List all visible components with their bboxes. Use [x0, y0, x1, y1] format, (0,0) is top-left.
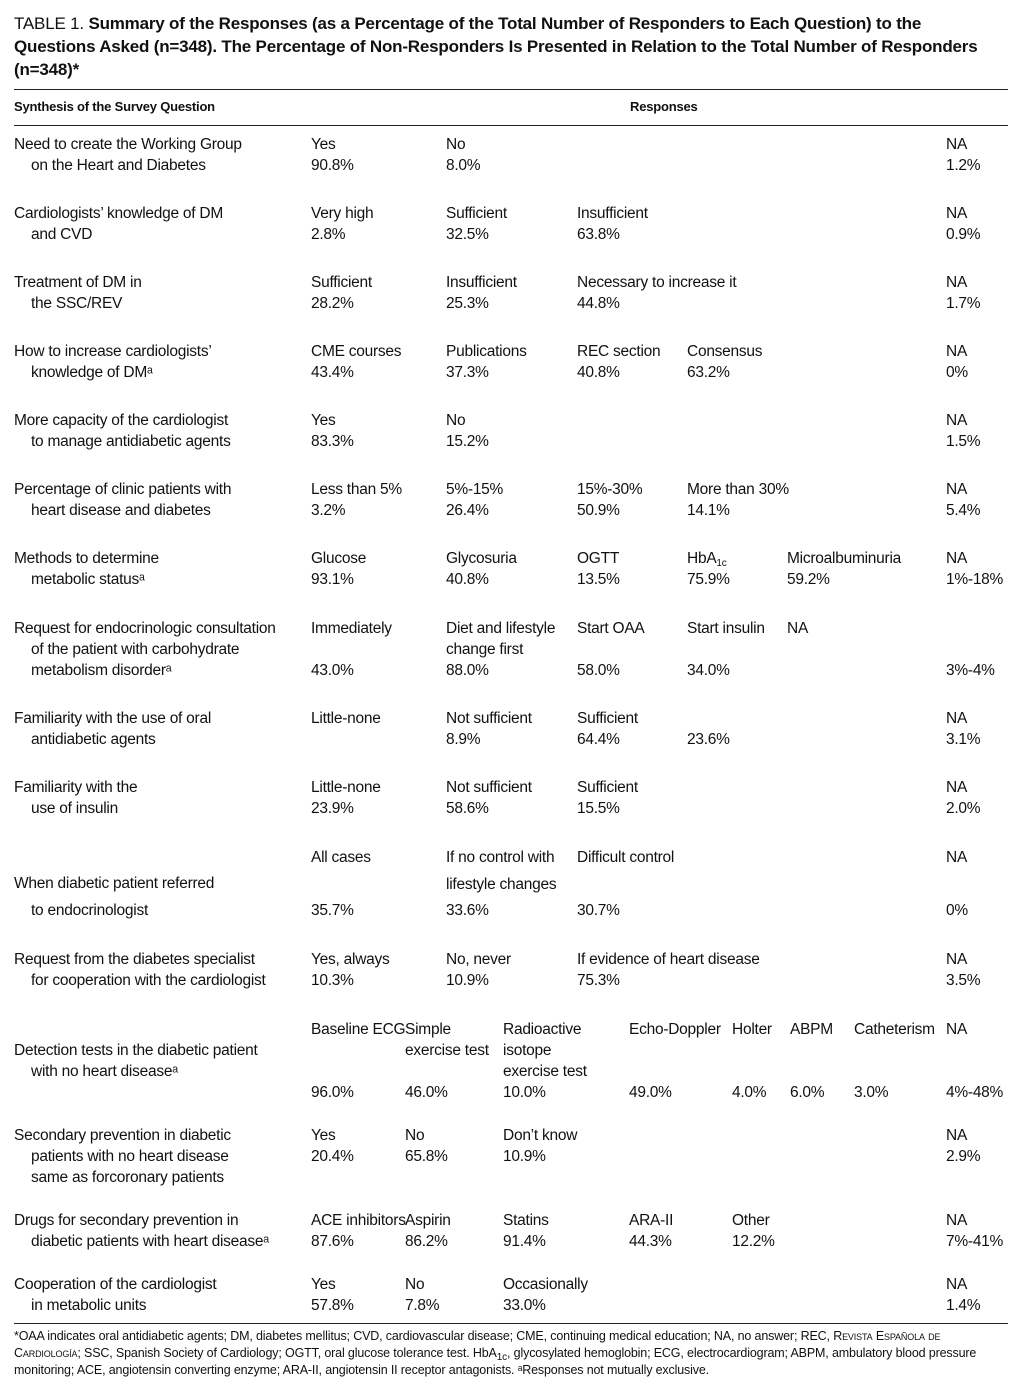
- response-value: 59.2%: [787, 571, 830, 588]
- response-label: exercise test: [503, 1063, 587, 1080]
- response-label: isotope: [503, 1042, 552, 1059]
- na-value: 1.4%: [946, 1297, 981, 1314]
- na-value: 1%-18%: [946, 571, 1004, 588]
- response-label: Yes: [311, 136, 336, 153]
- na-label: NA: [946, 550, 968, 567]
- question-line: Methods to determine: [14, 550, 159, 567]
- response-value: 86.2%: [405, 1233, 448, 1250]
- na-label: NA: [946, 136, 968, 153]
- question-line: metabolism disorderᵃ: [31, 662, 172, 679]
- response-value: 12.2%: [732, 1233, 775, 1250]
- footnote-part3: , glycosylated hemoglobin; ECG, electrocardiogram; ABPM, ambulatory blood pressure monitoring; ACE, angiotensin converting enzyme; ARA-II, angiotensin II receptor antagonists. ᵃResponses not mutually exclusive.: [14, 1346, 977, 1377]
- response-value: 10.3%: [311, 972, 354, 989]
- response-label: CME courses: [311, 343, 402, 360]
- na-value: 2.9%: [946, 1148, 981, 1165]
- na-label: NA: [946, 849, 968, 866]
- response-label: ABPM: [790, 1021, 833, 1038]
- question-6: [14, 479, 231, 521]
- response-value: 49.0%: [629, 1084, 672, 1101]
- response-label: No: [446, 412, 466, 429]
- response-value: 65.8%: [405, 1148, 448, 1165]
- footnote-journal: Revista Española de Cardiología: [14, 1329, 941, 1360]
- response-label: Microalbuminuria: [787, 550, 902, 567]
- response-label: Other: [732, 1212, 770, 1229]
- response-value: 44.3%: [629, 1233, 672, 1250]
- question-line: Secondary prevention in diabetic: [14, 1127, 231, 1144]
- response-label: Necessary to increase it: [577, 274, 737, 291]
- response-value: 58.6%: [446, 800, 489, 817]
- na-value: 1.2%: [946, 157, 981, 174]
- response-label: exercise test: [405, 1042, 489, 1059]
- rule-header: [14, 125, 1008, 126]
- question-5: [14, 410, 231, 452]
- question-line: More capacity of the cardiologist: [14, 412, 229, 429]
- response-label: NA: [787, 620, 809, 637]
- response-label: Insufficient: [446, 274, 517, 291]
- response-label: If evidence of heart disease: [577, 951, 760, 968]
- response-value: 3.2%: [311, 502, 346, 519]
- response-label: No: [446, 136, 466, 153]
- table-caption: Summary of the Responses (as a Percentage of the Total Number of Responders to Each Question) to the Questions Asked (n=348). The Percentage of Non-Responders Is Presented in Relation to the Total Number of Responders (n=348)*: [14, 14, 978, 79]
- na-value: 3.1%: [946, 731, 981, 748]
- na-label: NA: [946, 412, 968, 429]
- response-label: Diet and lifestyle: [446, 620, 556, 637]
- response-value: 33.0%: [503, 1297, 546, 1314]
- response-label: If no control with: [446, 849, 555, 866]
- question-line: same as forcoronary patients: [31, 1169, 224, 1186]
- response-label: No, never: [446, 951, 511, 968]
- response-label: Less than 5%: [311, 481, 402, 498]
- response-value: 40.8%: [446, 571, 489, 588]
- response-value: 10.0%: [503, 1084, 546, 1101]
- response-value: 15.5%: [577, 800, 620, 817]
- footnote-part1: *OAA indicates oral antidiabetic agents; DM, diabetes mellitus; CVD, cardiovascular disease; CME, continuing medical education; NA, no answer; REC,: [14, 1329, 834, 1343]
- question-line: metabolic statusᵃ: [31, 571, 145, 588]
- response-value: 33.6%: [446, 902, 489, 919]
- response-value: 75.3%: [577, 972, 620, 989]
- response-value: 96.0%: [311, 1084, 354, 1101]
- response-label: Holter: [732, 1021, 772, 1038]
- response-value: 63.2%: [687, 364, 730, 381]
- na-value: 0%: [946, 364, 968, 381]
- rule-bottom: [14, 1323, 1008, 1324]
- response-label: Yes: [311, 412, 336, 429]
- question-line: heart disease and diabetes: [31, 502, 211, 519]
- response-label: Sufficient: [446, 205, 507, 222]
- na-label: NA: [946, 481, 968, 498]
- question-4: [14, 341, 212, 383]
- na-value: 2.0%: [946, 800, 981, 817]
- question-line: use of insulin: [31, 800, 118, 817]
- question-line: Drugs for secondary prevention in: [14, 1212, 239, 1229]
- question-line: and CVD: [31, 226, 93, 243]
- question-line: diabetic patients with heart diseaseᵃ: [31, 1233, 269, 1250]
- response-label: Little-none: [311, 779, 381, 796]
- question-8: [14, 618, 276, 681]
- na-value: 1.7%: [946, 295, 981, 312]
- response-label: Sufficient: [577, 779, 638, 796]
- question-line: the SSC/REV: [31, 295, 123, 312]
- question-line: Need to create the Working Group: [14, 136, 242, 153]
- question-10: [14, 777, 137, 819]
- response-value: 3.0%: [854, 1084, 889, 1101]
- question-line: Request for endocrinologic consultation: [14, 620, 276, 637]
- response-label: Glucose: [311, 550, 367, 567]
- response-label: Occasionally: [503, 1276, 588, 1293]
- question-line: Cooperation of the cardiologist: [14, 1276, 217, 1293]
- response-label: REC section: [577, 343, 661, 360]
- response-label: Immediately: [311, 620, 392, 637]
- response-value: 88.0%: [446, 662, 489, 679]
- response-label: HbA$_{1c}$: [687, 550, 727, 569]
- question-14: [14, 1125, 231, 1188]
- footnote-sub: 1c: [496, 1352, 508, 1363]
- response-label: Echo-Doppler: [629, 1021, 721, 1038]
- response-label: Aspirin: [405, 1212, 451, 1229]
- question-line: of the patient with carbohydrate: [31, 641, 240, 658]
- response-value: 91.4%: [503, 1233, 546, 1250]
- question-line: Familiarity with the: [14, 779, 138, 796]
- response-label: 15%-30%: [577, 481, 643, 498]
- response-value: 15.2%: [446, 433, 489, 450]
- question-line: on the Heart and Diabetes: [31, 157, 206, 174]
- na-label: NA: [946, 343, 968, 360]
- response-value: 43.0%: [311, 662, 354, 679]
- response-label: Simple: [405, 1021, 451, 1038]
- response-value: 64.4%: [577, 731, 620, 748]
- na-value: 3%-4%: [946, 662, 995, 679]
- response-label: Sufficient: [577, 710, 638, 727]
- response-label: Glycosuria: [446, 550, 517, 567]
- question-16: [14, 1274, 217, 1316]
- question-12: [14, 949, 266, 991]
- response-value: 23.9%: [311, 800, 354, 817]
- na-value: 1.5%: [946, 433, 981, 450]
- response-value: 7.8%: [405, 1297, 440, 1314]
- response-label: Little-none: [311, 710, 381, 727]
- response-label: ARA-II: [629, 1212, 674, 1229]
- response-label: Not sufficient: [446, 710, 532, 727]
- response-value: 63.8%: [577, 226, 620, 243]
- question-line: Familiarity with the use of oral: [14, 710, 212, 727]
- response-label: Publications: [446, 343, 527, 360]
- response-value: 13.5%: [577, 571, 620, 588]
- response-value: 75.9%: [687, 571, 730, 588]
- response-value: 6.0%: [790, 1084, 825, 1101]
- question-line: to endocrinologist: [31, 902, 148, 919]
- na-value: 3.5%: [946, 972, 981, 989]
- response-label: Sufficient: [311, 274, 372, 291]
- response-label: Consensus: [687, 343, 763, 360]
- response-value: 58.0%: [577, 662, 620, 679]
- response-value: 50.9%: [577, 502, 620, 519]
- na-value: 7%-41%: [946, 1233, 1004, 1250]
- table-label: TABLE 1.: [14, 14, 84, 33]
- response-value: 46.0%: [405, 1084, 448, 1101]
- question-line: Cardiologists’ knowledge of DM: [14, 205, 224, 222]
- response-label: Yes: [311, 1276, 336, 1293]
- response-label: Yes, always: [311, 951, 390, 968]
- na-label: NA: [946, 274, 968, 291]
- question-15: [14, 1210, 269, 1252]
- question-1: [14, 134, 242, 176]
- response-value: 35.7%: [311, 902, 354, 919]
- response-label: No: [405, 1127, 425, 1144]
- response-value: 40.8%: [577, 364, 620, 381]
- question-line: Treatment of DM in: [14, 274, 142, 291]
- question-13: [14, 1040, 258, 1082]
- response-value: 93.1%: [311, 571, 354, 588]
- response-value: 8.9%: [446, 731, 481, 748]
- response-value: 20.4%: [311, 1148, 354, 1165]
- question-11: [14, 873, 214, 921]
- response-label: Insufficient: [577, 205, 648, 222]
- question-line: patients with no heart disease: [31, 1148, 229, 1165]
- response-value: 34.0%: [687, 662, 730, 679]
- response-label: Don’t know: [503, 1127, 578, 1144]
- response-value: 44.8%: [577, 295, 620, 312]
- na-value: 0%: [946, 902, 968, 919]
- question-line: Percentage of clinic patients with: [14, 481, 232, 498]
- response-label: No: [405, 1276, 425, 1293]
- footnote: [14, 1328, 1010, 1379]
- response-value: 10.9%: [503, 1148, 546, 1165]
- na-label: NA: [946, 1127, 968, 1144]
- response-label: Start OAA: [577, 620, 645, 637]
- response-label: OGTT: [577, 550, 620, 567]
- response-label: ACE inhibitors: [311, 1212, 406, 1229]
- question-line: When diabetic patient referred: [14, 875, 215, 892]
- question-line: How to increase cardiologists’: [14, 343, 212, 360]
- question-line: Detection tests in the diabetic patient: [14, 1042, 258, 1059]
- question-9: [14, 708, 211, 750]
- response-value: 26.4%: [446, 502, 489, 519]
- question-3: [14, 272, 142, 314]
- response-value: 87.6%: [311, 1233, 354, 1250]
- response-label: lifestyle changes: [446, 875, 557, 893]
- question-line: with no heart diseaseᵃ: [31, 1063, 178, 1080]
- response-value: 57.8%: [311, 1297, 354, 1314]
- response-value: 2.8%: [311, 226, 346, 243]
- na-value: 4%-48%: [946, 1084, 1004, 1101]
- na-value: 5.4%: [946, 502, 981, 519]
- response-label: change first: [446, 641, 524, 658]
- response-value: 30.7%: [577, 902, 620, 919]
- response-label: Yes: [311, 1127, 336, 1144]
- na-label: NA: [946, 1021, 968, 1038]
- response-label: Not sufficient: [446, 779, 532, 796]
- na-label: NA: [946, 1276, 968, 1293]
- footnote-part2: ; SSC, Spanish Society of Cardiology; OGTT, oral glucose tolerance test. HbA: [77, 1346, 497, 1360]
- na-label: NA: [946, 1212, 968, 1229]
- rule-top: [14, 89, 1008, 90]
- response-value: 14.1%: [687, 502, 730, 519]
- response-label: Baseline ECG: [311, 1021, 406, 1038]
- question-line: knowledge of DMᵃ: [31, 364, 153, 381]
- response-value: 32.5%: [446, 226, 489, 243]
- response-label: Radioactive: [503, 1021, 582, 1038]
- response-value: 8.0%: [446, 157, 481, 174]
- hba-subscript: 1c: [716, 558, 727, 569]
- response-value: 37.3%: [446, 364, 489, 381]
- question-line: in metabolic units: [31, 1297, 147, 1314]
- response-label: Start insulin: [687, 620, 765, 637]
- na-value: 0.9%: [946, 226, 981, 243]
- response-label: All cases: [311, 849, 371, 866]
- response-value: 25.3%: [446, 295, 489, 312]
- response-value: 10.9%: [446, 972, 489, 989]
- question-line: Request from the diabetes specialist: [14, 951, 255, 968]
- na-label: NA: [946, 205, 968, 222]
- response-value: 4.0%: [732, 1084, 767, 1101]
- response-value: 43.4%: [311, 364, 354, 381]
- header-question: Synthesis of the Survey Question: [14, 99, 215, 114]
- response-value: 90.8%: [311, 157, 354, 174]
- question-line: antidiabetic agents: [31, 731, 156, 748]
- response-value: 83.3%: [311, 433, 354, 450]
- response-label: 5%-15%: [446, 481, 504, 498]
- response-value: 28.2%: [311, 295, 354, 312]
- na-label: NA: [946, 779, 968, 796]
- question-7: [14, 548, 159, 590]
- table-title: [14, 12, 1004, 81]
- response-label: Catheterism: [854, 1021, 935, 1038]
- question-2: [14, 203, 223, 245]
- question-line: to manage antidiabetic agents: [31, 433, 231, 450]
- header-responses: Responses: [630, 99, 698, 114]
- response-label: More than 30%: [687, 481, 789, 498]
- response-label: Difficult control: [577, 849, 675, 866]
- na-label: NA: [946, 710, 968, 727]
- response-label: Very high: [311, 205, 374, 222]
- na-label: NA: [946, 951, 968, 968]
- response-value: 23.6%: [687, 731, 730, 748]
- question-line: for cooperation with the cardiologist: [31, 972, 266, 989]
- response-label: Statins: [503, 1212, 549, 1229]
